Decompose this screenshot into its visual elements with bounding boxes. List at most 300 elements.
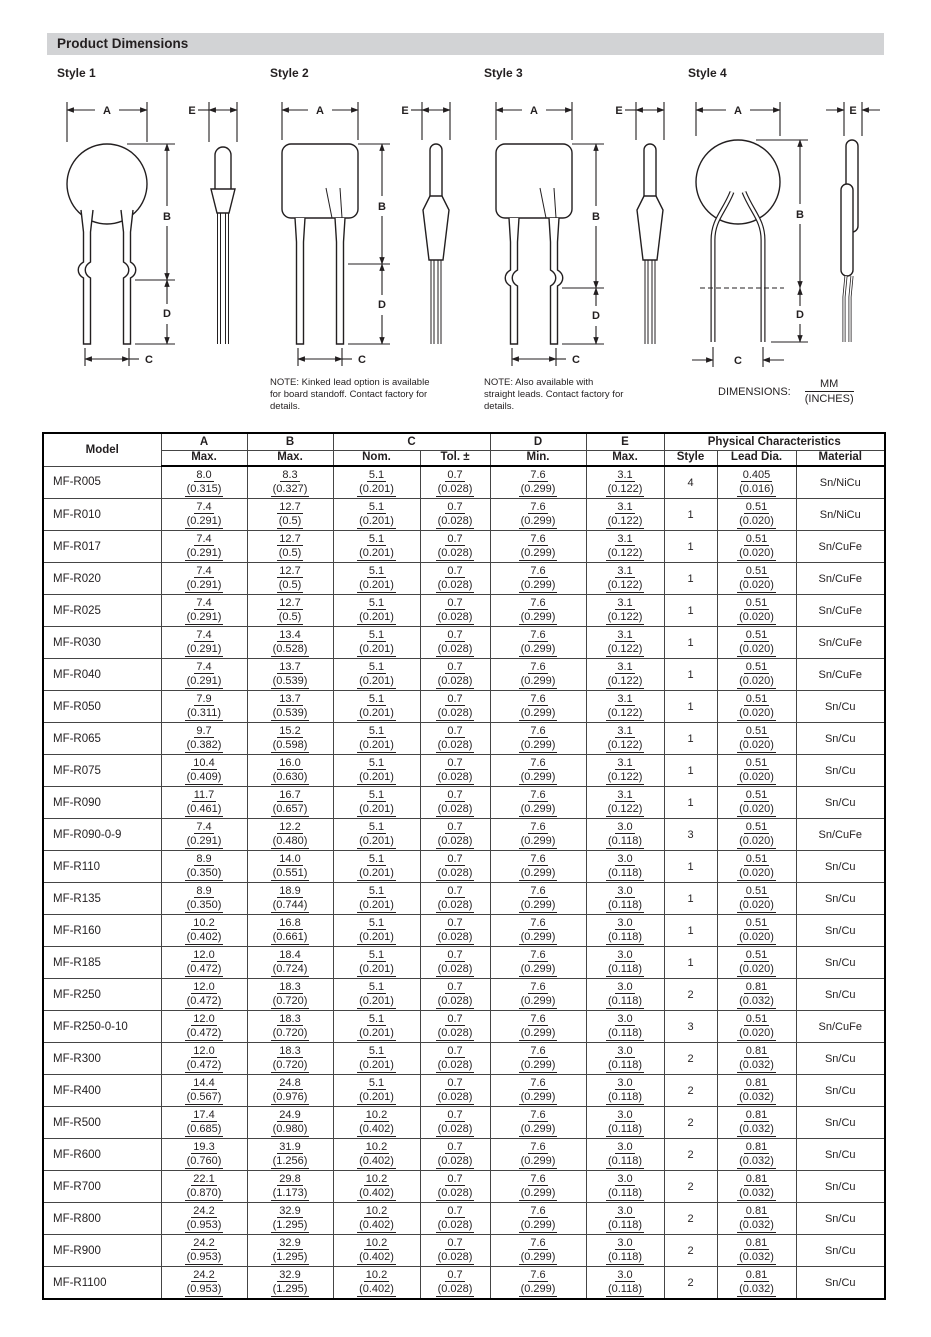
cell-material: Sn/Cu: [796, 915, 885, 947]
cell-style: 2: [664, 1139, 717, 1171]
dim-label-b: B: [796, 209, 804, 221]
cell-c-tol: 0.7 (0.028): [420, 563, 490, 595]
col-header-d: D: [490, 433, 586, 451]
cell-material: Sn/Cu: [796, 1267, 885, 1300]
table-row: [43, 723, 885, 755]
cell-material: Sn/Cu: [796, 851, 885, 883]
cell-material: Sn/NiCu: [796, 499, 885, 531]
cell-c-nom: 10.2 (0.402): [333, 1267, 420, 1300]
cell-a: 8.9 (0.350): [161, 883, 247, 915]
cell-c-nom: 5.1 (0.201): [333, 691, 420, 723]
cell-e: 3.1 (0.122): [586, 659, 664, 691]
cell-model: MF-R090-0-9: [43, 819, 161, 851]
dim-label-c: C: [734, 355, 742, 367]
dim-label-c: C: [572, 354, 580, 366]
cell-c-tol: 0.7 (0.028): [420, 723, 490, 755]
cell-a: 9.7 (0.382): [161, 723, 247, 755]
cell-c-tol: 0.7 (0.028): [420, 755, 490, 787]
cell-style: 1: [664, 691, 717, 723]
cell-e: 3.0 (0.118): [586, 883, 664, 915]
cell-d: 7.6 (0.299): [490, 755, 586, 787]
style-2-diagram: [268, 92, 473, 374]
lead-right: [549, 218, 563, 344]
cell-d: 7.6 (0.299): [490, 1107, 586, 1139]
cell-material: Sn/CuFe: [796, 563, 885, 595]
cell-lead-dia: 0.51 (0.020): [717, 595, 796, 627]
table-row: [43, 499, 885, 531]
cell-b: 12.7 (0.5): [247, 499, 333, 531]
cell-style: 4: [664, 466, 717, 499]
cell-c-tol: 0.7 (0.028): [420, 466, 490, 499]
lead-left: [78, 210, 93, 344]
cell-c-tol: 0.7 (0.028): [420, 1107, 490, 1139]
table-row: [43, 466, 885, 499]
table-row: [43, 1011, 885, 1043]
cell-b: 18.4 (0.724): [247, 947, 333, 979]
cell-model: MF-R020: [43, 563, 161, 595]
dim-label-b: B: [378, 201, 386, 213]
cell-b: 13.7 (0.539): [247, 691, 333, 723]
lead-right: [121, 210, 136, 344]
table-row: [43, 819, 885, 851]
lead-right: [335, 218, 345, 344]
table-row: [43, 1107, 885, 1139]
dim-label-a: A: [530, 105, 538, 117]
cell-style: 1: [664, 723, 717, 755]
cell-b: 13.4 (0.528): [247, 627, 333, 659]
cell-a: 24.2 (0.953): [161, 1267, 247, 1300]
cell-d: 7.6 (0.299): [490, 1075, 586, 1107]
col-subheader-a-max: Max.: [161, 451, 247, 467]
cell-d: 7.6 (0.299): [490, 1043, 586, 1075]
cell-material: Sn/Cu: [796, 1075, 885, 1107]
cell-d: 7.6 (0.299): [490, 531, 586, 563]
dim-label-a: A: [316, 105, 324, 117]
cell-model: MF-R900: [43, 1235, 161, 1267]
col-header-c: C: [333, 433, 490, 451]
cell-d: 7.6 (0.299): [490, 595, 586, 627]
cell-c-tol: 0.7 (0.028): [420, 691, 490, 723]
cell-style: 1: [664, 883, 717, 915]
cell-a: 12.0 (0.472): [161, 1011, 247, 1043]
dim-label-c: C: [358, 354, 366, 366]
style-4-diagram: [686, 92, 891, 374]
disc-body: [696, 140, 780, 224]
dim-label-d: D: [796, 309, 804, 321]
table-row: [43, 979, 885, 1011]
dim-label-b: B: [163, 211, 171, 223]
cell-material: Sn/CuFe: [796, 595, 885, 627]
cell-c-nom: 10.2 (0.402): [333, 1139, 420, 1171]
cell-d: 7.6 (0.299): [490, 659, 586, 691]
style-2-label: Style 2: [270, 66, 309, 80]
cell-d: 7.6 (0.299): [490, 499, 586, 531]
cell-c-nom: 5.1 (0.201): [333, 595, 420, 627]
cell-a: 24.2 (0.953): [161, 1235, 247, 1267]
cell-a: 7.4 (0.291): [161, 627, 247, 659]
cell-c-tol: 0.7 (0.028): [420, 883, 490, 915]
cell-c-nom: 5.1 (0.201): [333, 755, 420, 787]
cell-material: Sn/Cu: [796, 723, 885, 755]
col-header-physical: Physical Characteristics: [664, 433, 885, 451]
cell-b: 12.7 (0.5): [247, 563, 333, 595]
disc-body: [67, 144, 147, 224]
cell-c-nom: 10.2 (0.402): [333, 1235, 420, 1267]
cell-d: 7.6 (0.299): [490, 883, 586, 915]
cell-e: 3.0 (0.118): [586, 979, 664, 1011]
cell-b: 18.3 (0.720): [247, 979, 333, 1011]
cell-a: 7.4 (0.291): [161, 595, 247, 627]
square-body: [282, 144, 358, 218]
cell-material: Sn/Cu: [796, 883, 885, 915]
table-row: [43, 1139, 885, 1171]
cell-model: MF-R300: [43, 1043, 161, 1075]
cell-a: 7.4 (0.291): [161, 499, 247, 531]
cell-b: 24.8 (0.976): [247, 1075, 333, 1107]
cell-b: 14.0 (0.551): [247, 851, 333, 883]
cell-a: 7.4 (0.291): [161, 819, 247, 851]
cell-c-nom: 5.1 (0.201): [333, 659, 420, 691]
cell-a: 7.9 (0.311): [161, 691, 247, 723]
cell-model: MF-R010: [43, 499, 161, 531]
cell-d: 7.6 (0.299): [490, 1139, 586, 1171]
cell-model: MF-R110: [43, 851, 161, 883]
cell-a: 10.4 (0.409): [161, 755, 247, 787]
cell-a: 17.4 (0.685): [161, 1107, 247, 1139]
cell-style: 2: [664, 1235, 717, 1267]
cell-e: 3.1 (0.122): [586, 563, 664, 595]
lead-left: [505, 218, 519, 344]
style-2-note: NOTE: Kinked lead option is available for board standoff. Contact factory for details.: [270, 377, 430, 412]
cell-a: 11.7 (0.461): [161, 787, 247, 819]
cell-a: 10.2 (0.402): [161, 915, 247, 947]
cell-model: MF-R800: [43, 1203, 161, 1235]
cell-model: MF-R160: [43, 915, 161, 947]
cell-style: 1: [664, 531, 717, 563]
cell-model: MF-R040: [43, 659, 161, 691]
table-row: [43, 1203, 885, 1235]
cell-material: Sn/CuFe: [796, 531, 885, 563]
cell-style: 1: [664, 499, 717, 531]
cell-material: Sn/Cu: [796, 691, 885, 723]
cell-c-nom: 5.1 (0.201): [333, 531, 420, 563]
cell-c-tol: 0.7 (0.028): [420, 787, 490, 819]
cell-e: 3.1 (0.122): [586, 723, 664, 755]
cell-b: 16.0 (0.630): [247, 755, 333, 787]
col-subheader-style: Style: [664, 451, 717, 467]
cell-model: MF-R025: [43, 595, 161, 627]
col-subheader-b-max: Max.: [247, 451, 333, 467]
table-row: [43, 787, 885, 819]
cell-c-tol: 0.7 (0.028): [420, 1171, 490, 1203]
style-3-note: NOTE: Also available with straight leads. Contact factory for details.: [484, 377, 624, 412]
cell-c-tol: 0.7 (0.028): [420, 531, 490, 563]
header-row-1: [43, 433, 885, 451]
cell-e: 3.1 (0.122): [586, 531, 664, 563]
cell-c-nom: 5.1 (0.201): [333, 979, 420, 1011]
cell-style: 2: [664, 979, 717, 1011]
cell-e: 3.1 (0.122): [586, 755, 664, 787]
cell-c-nom: 5.1 (0.201): [333, 627, 420, 659]
cell-c-nom: 5.1 (0.201): [333, 499, 420, 531]
cell-c-nom: 5.1 (0.201): [333, 915, 420, 947]
cell-lead-dia: 0.51 (0.020): [717, 659, 796, 691]
cell-lead-dia: 0.81 (0.032): [717, 979, 796, 1011]
cell-c-tol: 0.7 (0.028): [420, 947, 490, 979]
col-header-model: Model: [43, 433, 161, 466]
cell-c-tol: 0.7 (0.028): [420, 627, 490, 659]
style-1-label: Style 1: [57, 66, 96, 80]
cell-model: MF-R185: [43, 947, 161, 979]
cell-lead-dia: 0.51 (0.020): [717, 723, 796, 755]
cell-c-nom: 5.1 (0.201): [333, 1043, 420, 1075]
cell-b: 32.9 (1.295): [247, 1235, 333, 1267]
cell-e: 3.0 (0.118): [586, 1075, 664, 1107]
cell-material: Sn/Cu: [796, 979, 885, 1011]
cell-style: 1: [664, 787, 717, 819]
cell-material: Sn/Cu: [796, 755, 885, 787]
cell-c-tol: 0.7 (0.028): [420, 595, 490, 627]
cell-d: 7.6 (0.299): [490, 627, 586, 659]
cell-model: MF-R050: [43, 691, 161, 723]
col-subheader-material: Material: [796, 451, 885, 467]
table-row: [43, 659, 885, 691]
cell-model: MF-R005: [43, 466, 161, 499]
cell-material: Sn/Cu: [796, 1171, 885, 1203]
cell-b: 13.7 (0.539): [247, 659, 333, 691]
cell-style: 1: [664, 755, 717, 787]
cell-b: 12.7 (0.5): [247, 595, 333, 627]
cell-d: 7.6 (0.299): [490, 563, 586, 595]
dim-label-a: A: [734, 105, 742, 117]
cell-lead-dia: 0.81 (0.032): [717, 1075, 796, 1107]
cell-e: 3.0 (0.118): [586, 1107, 664, 1139]
cell-material: Sn/Cu: [796, 1235, 885, 1267]
cell-e: 3.1 (0.122): [586, 466, 664, 499]
cell-c-nom: 10.2 (0.402): [333, 1203, 420, 1235]
cell-d: 7.6 (0.299): [490, 1011, 586, 1043]
cell-material: Sn/Cu: [796, 1203, 885, 1235]
cell-e: 3.0 (0.118): [586, 915, 664, 947]
cell-model: MF-R600: [43, 1139, 161, 1171]
page-title: Product Dimensions: [57, 36, 189, 51]
cell-a: 24.2 (0.953): [161, 1203, 247, 1235]
section-header-bar: [47, 33, 884, 55]
cell-style: 2: [664, 1107, 717, 1139]
cell-e: 3.0 (0.118): [586, 1171, 664, 1203]
cell-lead-dia: 0.51 (0.020): [717, 947, 796, 979]
dimensions-table: [42, 432, 886, 1300]
cell-style: 3: [664, 1011, 717, 1043]
cell-d: 7.6 (0.299): [490, 691, 586, 723]
cell-e: 3.0 (0.118): [586, 1011, 664, 1043]
cell-lead-dia: 0.51 (0.020): [717, 627, 796, 659]
cell-style: 2: [664, 1043, 717, 1075]
cell-d: 7.6 (0.299): [490, 915, 586, 947]
legend-mm: MM: [805, 378, 854, 392]
style-4-label: Style 4: [688, 66, 727, 80]
dim-label-d: D: [163, 308, 171, 320]
cell-d: 7.6 (0.299): [490, 787, 586, 819]
cell-style: 2: [664, 1075, 717, 1107]
cell-e: 3.0 (0.118): [586, 1043, 664, 1075]
cell-c-nom: 5.1 (0.201): [333, 851, 420, 883]
cell-e: 3.1 (0.122): [586, 627, 664, 659]
cell-c-tol: 0.7 (0.028): [420, 819, 490, 851]
dim-label-c: C: [145, 354, 153, 366]
cell-e: 3.1 (0.122): [586, 787, 664, 819]
cell-d: 7.6 (0.299): [490, 1267, 586, 1300]
cell-a: 7.4 (0.291): [161, 659, 247, 691]
table-row: [43, 563, 885, 595]
cell-b: 32.9 (1.295): [247, 1203, 333, 1235]
cell-e: 3.0 (0.118): [586, 1235, 664, 1267]
cell-b: 18.9 (0.744): [247, 883, 333, 915]
cell-e: 3.1 (0.122): [586, 499, 664, 531]
cell-style: 1: [664, 659, 717, 691]
cell-e: 3.0 (0.118): [586, 1203, 664, 1235]
cell-material: Sn/NiCu: [796, 466, 885, 499]
cell-style: 2: [664, 1267, 717, 1300]
cell-model: MF-R250: [43, 979, 161, 1011]
cell-c-tol: 0.7 (0.028): [420, 1267, 490, 1300]
table-row: [43, 883, 885, 915]
cell-b: 29.8 (1.173): [247, 1171, 333, 1203]
cell-lead-dia: 0.51 (0.020): [717, 851, 796, 883]
table-body: [43, 466, 885, 1299]
col-header-e: E: [586, 433, 664, 451]
cell-material: Sn/CuFe: [796, 659, 885, 691]
cell-model: MF-R017: [43, 531, 161, 563]
cell-model: MF-R500: [43, 1107, 161, 1139]
dim-label-e: E: [401, 105, 409, 117]
cell-c-tol: 0.7 (0.028): [420, 1139, 490, 1171]
cell-c-tol: 0.7 (0.028): [420, 851, 490, 883]
cell-c-nom: 5.1 (0.201): [333, 723, 420, 755]
cell-lead-dia: 0.51 (0.020): [717, 563, 796, 595]
table-row: [43, 947, 885, 979]
cell-d: 7.6 (0.299): [490, 1171, 586, 1203]
cell-model: MF-R250-0-10: [43, 1011, 161, 1043]
cell-c-tol: 0.7 (0.028): [420, 499, 490, 531]
table-row: [43, 1235, 885, 1267]
cell-d: 7.6 (0.299): [490, 1203, 586, 1235]
cell-c-nom: 10.2 (0.402): [333, 1107, 420, 1139]
cell-material: Sn/CuFe: [796, 627, 885, 659]
cell-material: Sn/CuFe: [796, 1011, 885, 1043]
cell-material: Sn/Cu: [796, 1107, 885, 1139]
dim-label-e: E: [615, 105, 623, 117]
table-row: [43, 1075, 885, 1107]
table-row: [43, 595, 885, 627]
cell-e: 3.0 (0.118): [586, 1267, 664, 1300]
cell-material: Sn/Cu: [796, 947, 885, 979]
cell-c-nom: 5.1 (0.201): [333, 819, 420, 851]
cell-d: 7.6 (0.299): [490, 851, 586, 883]
cell-style: 1: [664, 627, 717, 659]
cell-model: MF-R065: [43, 723, 161, 755]
dim-label-d: D: [592, 310, 600, 322]
cell-material: Sn/CuFe: [796, 819, 885, 851]
table-row: [43, 691, 885, 723]
dimensions-legend: [718, 378, 854, 405]
cell-material: Sn/Cu: [796, 1139, 885, 1171]
cell-lead-dia: 0.81 (0.032): [717, 1267, 796, 1300]
dim-label-d: D: [378, 299, 386, 311]
cell-model: MF-R030: [43, 627, 161, 659]
dim-label-e: E: [849, 105, 857, 117]
cell-c-tol: 0.7 (0.028): [420, 979, 490, 1011]
cell-c-nom: 5.1 (0.201): [333, 1075, 420, 1107]
cell-a: 22.1 (0.870): [161, 1171, 247, 1203]
cell-e: 3.1 (0.122): [586, 595, 664, 627]
table-row: [43, 531, 885, 563]
cell-model: MF-R075: [43, 755, 161, 787]
cell-e: 3.0 (0.118): [586, 947, 664, 979]
cell-style: 2: [664, 1171, 717, 1203]
style-3-label: Style 3: [484, 66, 523, 80]
cell-a: 12.0 (0.472): [161, 947, 247, 979]
table-row: [43, 915, 885, 947]
col-header-a: A: [161, 433, 247, 451]
cell-c-nom: 5.1 (0.201): [333, 947, 420, 979]
cell-lead-dia: 0.51 (0.020): [717, 883, 796, 915]
cell-c-tol: 0.7 (0.028): [420, 1011, 490, 1043]
dim-label-e: E: [188, 105, 196, 117]
cell-lead-dia: 0.81 (0.032): [717, 1043, 796, 1075]
cell-model: MF-R1100: [43, 1267, 161, 1300]
col-subheader-c-nom: Nom.: [333, 451, 420, 467]
cell-a: 7.4 (0.291): [161, 563, 247, 595]
cell-e: 3.0 (0.118): [586, 1139, 664, 1171]
cell-a: 8.0 (0.315): [161, 466, 247, 499]
cell-lead-dia: 0.405 (0.016): [717, 466, 796, 499]
cell-lead-dia: 0.81 (0.032): [717, 1171, 796, 1203]
cell-lead-dia: 0.51 (0.020): [717, 691, 796, 723]
col-subheader-d-min: Min.: [490, 451, 586, 467]
cell-e: 3.0 (0.118): [586, 851, 664, 883]
lead-left: [295, 218, 305, 344]
cell-lead-dia: 0.51 (0.020): [717, 499, 796, 531]
cell-style: 1: [664, 947, 717, 979]
col-header-b: B: [247, 433, 333, 451]
table-row: [43, 1171, 885, 1203]
cell-b: 24.9 (0.980): [247, 1107, 333, 1139]
cell-lead-dia: 0.51 (0.020): [717, 787, 796, 819]
cell-b: 16.7 (0.657): [247, 787, 333, 819]
cell-d: 7.6 (0.299): [490, 466, 586, 499]
table-row: [43, 1267, 885, 1300]
dim-label-a: A: [103, 105, 111, 117]
cell-material: Sn/Cu: [796, 1043, 885, 1075]
cell-lead-dia: 0.51 (0.020): [717, 755, 796, 787]
cell-style: 2: [664, 1203, 717, 1235]
cell-a: 12.0 (0.472): [161, 1043, 247, 1075]
cell-lead-dia: 0.51 (0.020): [717, 1011, 796, 1043]
cell-d: 7.6 (0.299): [490, 979, 586, 1011]
cell-lead-dia: 0.51 (0.020): [717, 915, 796, 947]
cell-a: 7.4 (0.291): [161, 531, 247, 563]
col-subheader-c-tol: Tol. ±: [420, 451, 490, 467]
cell-c-tol: 0.7 (0.028): [420, 1043, 490, 1075]
cell-d: 7.6 (0.299): [490, 819, 586, 851]
cell-style: 1: [664, 915, 717, 947]
cell-a: 8.9 (0.350): [161, 851, 247, 883]
legend-inches: (INCHES): [804, 393, 854, 405]
cell-style: 1: [664, 851, 717, 883]
col-subheader-lead-dia: Lead Dia.: [717, 451, 796, 467]
style-3-diagram: [482, 92, 687, 374]
